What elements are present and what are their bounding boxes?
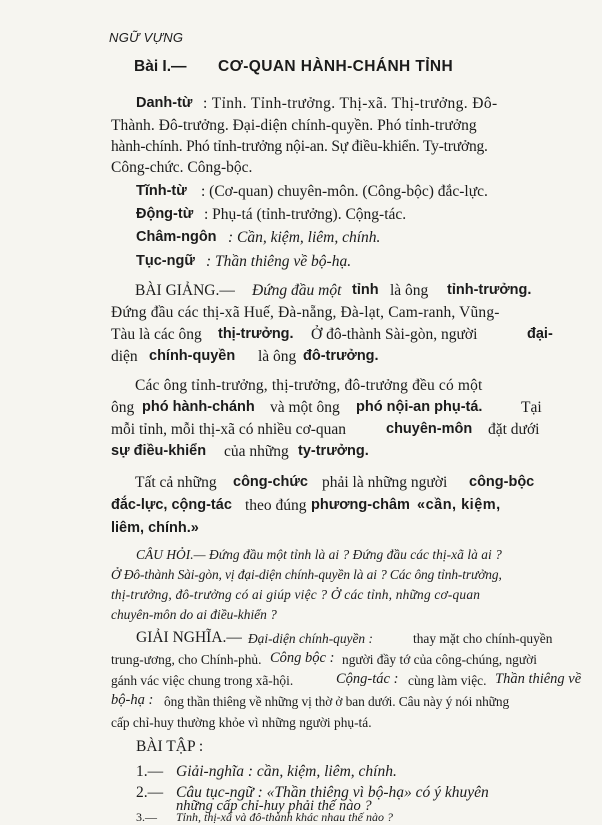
- lecture-text: là ông: [390, 282, 429, 299]
- lecture-keyword: chuyên-môn: [386, 421, 473, 437]
- definition-text: gánh vác việc chung trong xã-hội.: [111, 673, 294, 688]
- question-line: chuyên-môn do ai điều-khiển ?: [111, 607, 277, 622]
- lecture-text: Tại: [521, 399, 542, 416]
- dong-tu-label: Động-từ: [136, 206, 194, 222]
- lecture-text: diện: [111, 348, 138, 365]
- question-line: Ở Đô-thành Sài-gòn, vị đại-diện chính-quyền là ai ? Các ông tỉnh-trưởng,: [111, 567, 502, 582]
- lesson-title: CƠ-QUAN HÀNH-CHÁNH TỈNH: [218, 58, 454, 75]
- lecture-keyword: chính-quyền: [149, 348, 236, 364]
- lecture-keyword: phó hành-chánh: [142, 399, 255, 415]
- exercise-number: 2.—: [136, 784, 164, 801]
- lecture-text: đặt dưới: [488, 421, 540, 438]
- dong-tu-text: : Phụ-tá (tỉnh-trưởng). Cộng-tác.: [204, 206, 407, 223]
- section-header: NGỮ VỰNG: [109, 30, 184, 45]
- giai-nghia-heading: GIẢI NGHĨA.—: [136, 629, 242, 646]
- lecture-keyword: liêm, chính.»: [111, 520, 199, 536]
- lecture-text: theo đúng: [245, 497, 307, 514]
- tuc-ngu-text: : Thần thiêng về bộ-hạ.: [206, 253, 352, 270]
- question-line: thị-trưởng, đô-trưởng có ai giúp việc ? Ở các tỉnh, những cơ-quan: [111, 587, 481, 602]
- bai-giang-heading: BÀI GIẢNG.—: [135, 282, 235, 299]
- lecture-text: là ông: [258, 348, 297, 365]
- definition-term: bộ-hạ :: [111, 692, 154, 708]
- danh-tu-line: : Tỉnh. Tỉnh-trưởng. Thị-xã. Thị-trưởng. Đô-: [203, 95, 498, 112]
- lecture-keyword: đắc-lực, cộng-tác: [111, 497, 232, 513]
- lecture-text: Tàu là các ông: [111, 326, 202, 343]
- danh-tu-line: Công-chức. Công-bộc.: [111, 159, 253, 176]
- definition-term: Công bộc :: [270, 650, 335, 666]
- lecture-keyword: công-chức: [233, 474, 308, 490]
- lecture-text: của những: [224, 443, 289, 460]
- bai-tap-heading: BÀI TẬP :: [136, 738, 204, 755]
- definition-text: ông thần thiêng về những vị thờ ở ban dưới. Câu này ý nói những: [164, 694, 510, 709]
- definition-term: Cộng-tác :: [336, 671, 399, 687]
- exercise-number: 1.—: [136, 763, 164, 780]
- exercise-text: Giải-nghĩa : cần, kiệm, liêm, chính.: [176, 763, 397, 780]
- definition-term: Thần thiêng về: [495, 671, 582, 687]
- lecture-text: mỗi tỉnh, mỗi thị-xã có nhiều cơ-quan: [111, 421, 347, 438]
- lecture-text: Các ông tỉnh-trưởng, thị-trưởng, đô-trưởng đều có một: [135, 377, 483, 394]
- definition-text: cùng làm việc.: [408, 673, 487, 688]
- definition-text: thay mặt cho chính-quyền: [413, 631, 553, 646]
- cham-ngon-label: Châm-ngôn: [136, 229, 217, 245]
- lecture-text: Ở đô-thành Sài-gòn, người: [311, 326, 478, 343]
- lesson-number: Bài I.—: [134, 58, 187, 75]
- exercise-text: Câu tục-ngữ : «Thần thiêng vì bộ-hạ» có ý khuyên: [176, 784, 489, 801]
- lecture-keyword: thị-trưởng.: [218, 326, 294, 342]
- lecture-keyword: đô-trưởng.: [303, 348, 379, 364]
- exercise-text: Tỉnh, thị-xã và đô-thành khác nhau thế nào ?: [176, 810, 393, 824]
- lecture-keyword: phương-châm: [311, 497, 410, 513]
- lecture-keyword: công-bộc: [469, 474, 535, 490]
- lecture-text: phải là những người: [322, 474, 448, 491]
- lecture-text: Tất cả những: [135, 474, 217, 491]
- danh-tu-line: hành-chính. Phó tỉnh-trưởng nội-an. Sự điều-khiển. Ty-trưởng.: [111, 138, 488, 155]
- exercise-number: 3.—: [136, 810, 157, 824]
- lecture-text: và một ông: [270, 399, 340, 416]
- lecture-keyword: đại-: [527, 326, 553, 342]
- tuc-ngu-label: Tục-ngữ: [136, 253, 195, 269]
- definition-text: cấp chỉ-huy thường khỏe vì những người phụ-tá.: [111, 715, 372, 730]
- lecture-keyword: tỉnh-trưởng.: [447, 282, 532, 298]
- danh-tu-line: Thành. Đô-trưởng. Đại-diện chính-quyền. Phó tỉnh-trưởng: [111, 117, 477, 134]
- lecture-keyword: phó nội-an phụ-tá.: [356, 399, 483, 415]
- definition-text: trung-ương, cho Chính-phủ.: [111, 652, 262, 667]
- lecture-text: Đứng đầu các thị-xã Huế, Đà-nẵng, Đà-lạt, Cam-ranh, Vũng-: [111, 304, 500, 321]
- question-line: CÂU HỎI.— Đứng đầu một tỉnh là ai ? Đứng đầu các thị-xã là ai ?: [136, 547, 502, 562]
- lecture-text: Đứng đầu một: [252, 282, 342, 299]
- tinh-tu-text: : (Cơ-quan) chuyên-môn. (Công-bộc) đắc-lực.: [201, 183, 488, 200]
- lecture-text: ông: [111, 399, 135, 416]
- exercise-text: những cấp chỉ-huy phải thế nào ?: [176, 798, 372, 814]
- tinh-tu-label: Tĩnh-từ: [136, 183, 187, 199]
- lecture-keyword: tỉnh: [352, 282, 379, 298]
- cham-ngon-text: : Cần, kiệm, liêm, chính.: [228, 229, 381, 246]
- definition-term: Đại-diện chính-quyền :: [248, 631, 373, 646]
- lecture-keyword: sự điều-khiển: [111, 443, 207, 459]
- danh-tu-label: Danh-từ: [136, 95, 193, 111]
- definition-text: người đầy tớ của công-chúng, người: [342, 652, 537, 667]
- lecture-keyword: «cần, kiệm,: [417, 497, 501, 513]
- lecture-keyword: ty-trưởng.: [298, 443, 369, 459]
